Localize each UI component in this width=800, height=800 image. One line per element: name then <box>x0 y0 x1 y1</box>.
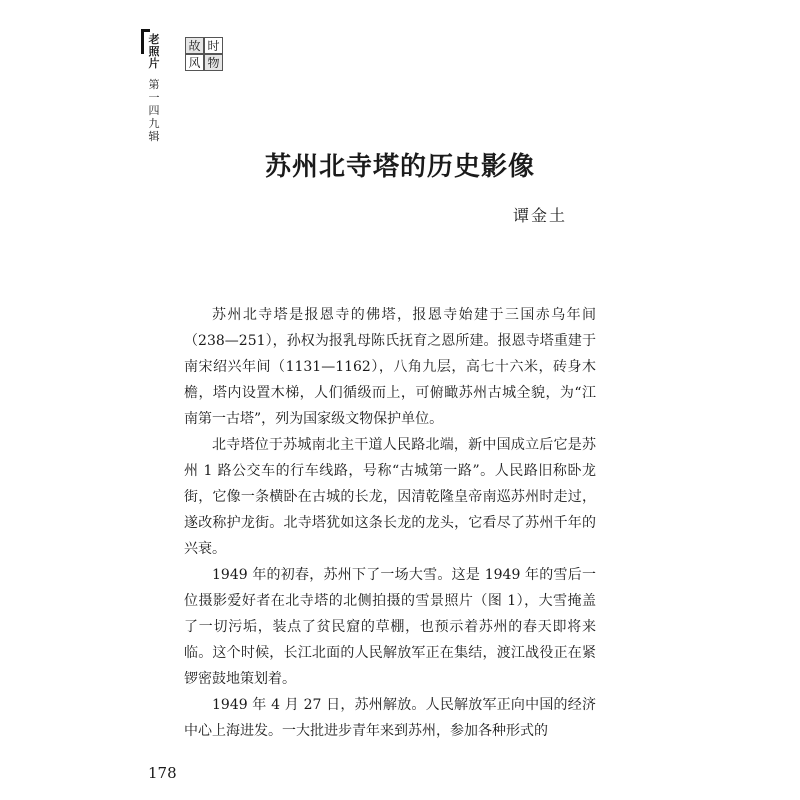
body-paragraph: 苏州北寺塔是报恩寺的佛塔，报恩寺始建于三国赤乌年间（238—251），孙权为报乳母陈氏抚育之恩所建。报恩寺塔重建于南宋绍兴年间（1131—1162），八角九层，高七十六米，砖身木檐，塔内设置木梯，人们循级而上，可俯瞰苏州古城全貌，为“江南第一古塔”，列为国家级文物保护单位。 <box>184 307 596 427</box>
series-char: 照 <box>148 45 160 58</box>
column-char: 时 <box>204 37 223 54</box>
column-char: 物 <box>204 54 223 71</box>
column-label-box <box>185 37 223 71</box>
article-body <box>184 302 596 744</box>
series-char: 老 <box>148 33 160 46</box>
issue-char: 一 <box>148 91 160 104</box>
body-paragraph: 1949 年 4 月 27 日，苏州解放。人民解放军正向中国的经济中心上海进发。一大批进步青年来到苏州，参加各种形式的 <box>184 697 596 739</box>
body-paragraph: 1949 年的初春，苏州下了一场大雪。这是 1949 年的雪后一位摄影爱好者在北寺塔的北侧拍摄的雪景照片（图 1），大雪掩盖了一切污垢，装点了贫民窟的草棚，也预示着苏州的春天即将来临。这个时候，长江北面的人民解放军正在集结，渡江战役正在紧锣密鼓地策划着。 <box>184 567 596 687</box>
body-paragraph: 北寺塔位于苏城南北主干道人民路北端，新中国成立后它是苏州 1 路公交车的行车线路，号称“古城第一路”。人民路旧称卧龙街，它像一条横卧在古城的长龙，因清乾隆皇帝南巡苏州时走过，遂改称护龙街。北寺塔犹如这条长龙的龙头，它看尽了苏州千年的兴衰。 <box>184 437 596 557</box>
issue-char: 辑 <box>148 130 160 143</box>
series-char: 片 <box>148 57 160 70</box>
column-char: 风 <box>185 54 204 71</box>
series-title-vertical <box>144 34 164 70</box>
column-char: 故 <box>185 37 204 54</box>
issue-char: 第 <box>148 78 160 91</box>
issue-char: 四 <box>148 104 160 117</box>
issue-number-vertical <box>146 78 162 143</box>
article-author: 谭金土 <box>513 206 568 225</box>
article-title: 苏州北寺塔的历史影像 <box>264 152 535 182</box>
issue-char: 九 <box>148 117 160 130</box>
page-number: 178 <box>148 764 177 782</box>
